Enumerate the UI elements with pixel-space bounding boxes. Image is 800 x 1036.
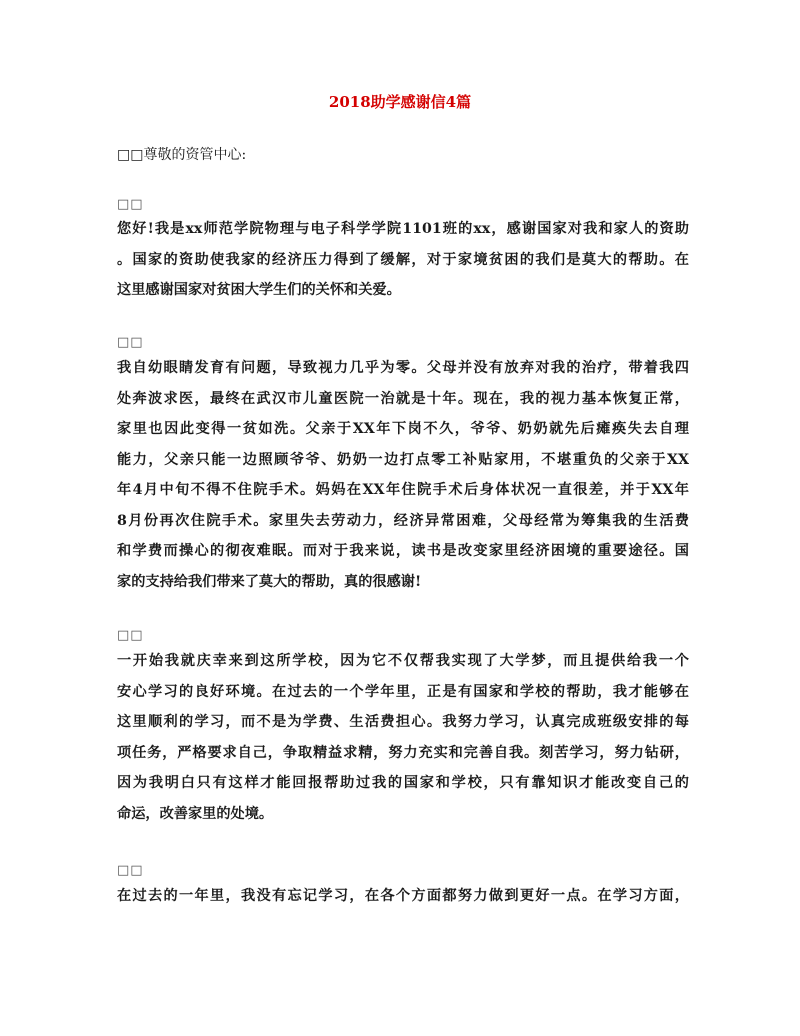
text-line: 家的支持给我们带来了莫大的帮助，真的很感谢! xyxy=(117,573,422,590)
text-line: 我自幼眼睛发育有问题，导致视力几乎为零。父母并没有放弃对我的治疗，带着我四 xyxy=(117,360,689,376)
text-line: 项任务，严格要求自己，争取精益求精，努力充实和完善自我。刻苦学习，努力钻研， xyxy=(117,744,689,761)
text-line: 处奔波求医，最终在武汉市儿童医院一治就是十年。现在，我的视力基本恢复正常， xyxy=(117,390,689,407)
paragraph-gap-marker: □□ xyxy=(117,628,144,643)
text-line: 一开始我就庆幸来到这所学校，因为它不仅帮我实现了大学梦，而且提供给我一个 xyxy=(117,653,689,669)
text-line: 。国家的资助使我家的经济压力得到了缓解，对于家境贫困的我们是莫大的帮助。在 xyxy=(117,251,689,268)
text-line: 这里顺利的学习，而不是为学费、生活费担心。我努力学习，认真完成班级安排的每 xyxy=(117,714,689,730)
paragraph-background xyxy=(117,353,689,597)
text-line: 因为我明白只有这样才能回报帮助过我的国家和学校，只有靠知识才能改变自己的 xyxy=(117,775,689,791)
text-line: 8月份再次住院手术。家里失去劳动力，经济异常困难，父母经常为筹集我的生活费 xyxy=(117,512,689,529)
text-line: 年4月中旬不得不住院手术。妈妈在XX年住院手术后身体状况一直很差，并于XX年 xyxy=(117,482,689,498)
text-line: 在过去的一年里，我没有忘记学习，在各个方面都努力做到更好一点。在学习方面， xyxy=(117,888,689,904)
text-line: 和学费而操心的彻夜难眠。而对于我来说，读书是改变家里经济困境的重要途径。国 xyxy=(117,543,689,559)
text-line: 家里也因此变得一贫如洗。父亲于XX年下岗不久，爷爷、奶奶就先后瘫痪失去自理 xyxy=(117,421,689,437)
text-line: 您好!我是xx师范学院物理与电子科学学院1101班的xx，感谢国家对我和家人的资助 xyxy=(117,221,689,237)
salutation: □□尊敬的资管中心: xyxy=(117,147,247,163)
paragraph-gap-marker: □□ xyxy=(117,335,144,350)
text-line: 安心学习的良好环境。在过去的一个学年里，正是有国家和学校的帮助，我才能够在 xyxy=(117,683,689,700)
text-line: 能力，父亲只能一边照顾爷爷、奶奶一边打点零工补贴家用，不堪重负的父亲于XX xyxy=(117,451,689,468)
document-title: 2018助学感谢信4篇 xyxy=(328,93,472,111)
paragraph-gap-marker: □□ xyxy=(117,197,144,212)
text-line: 命运，改善家里的处境。 xyxy=(117,805,274,822)
paragraph-school xyxy=(117,646,689,829)
text-line: 这里感谢国家对贫困大学生们的关怀和关爱。 xyxy=(117,282,401,298)
paragraph-greeting xyxy=(117,214,689,306)
paragraph-study xyxy=(117,881,689,912)
paragraph-gap-marker: □□ xyxy=(117,863,144,878)
